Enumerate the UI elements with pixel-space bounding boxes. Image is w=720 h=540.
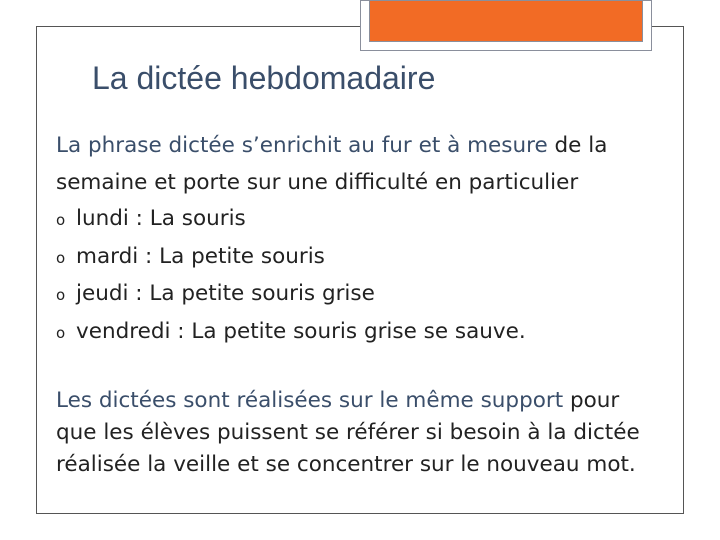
list-item <box>56 201 662 239</box>
support-paragraph <box>56 385 662 481</box>
list-item-text: mardi : La petite souris <box>76 243 325 269</box>
intro-paragraph <box>56 128 662 201</box>
day-list <box>56 201 662 351</box>
support-highlight: Les dictées sont réalisées sur le même support <box>56 388 564 413</box>
list-item <box>56 239 662 277</box>
list-item <box>56 276 662 314</box>
bullet-icon: o <box>56 323 66 342</box>
decorative-tab <box>360 0 652 51</box>
slide-body <box>56 128 662 481</box>
intro-text: de la semaine et porte sur une difficulté en particulier <box>56 133 608 195</box>
list-item-text: vendredi : La petite souris grise se sauve. <box>76 318 526 344</box>
support-text: pour que les élèves puissent se référer si besoin à la dictée réalisée la veille et se concentrer sur le nouveau mot. <box>56 388 640 477</box>
bullet-icon: o <box>56 248 66 267</box>
list-item-text: lundi : La souris <box>76 206 246 231</box>
list-item <box>56 314 662 352</box>
list-item-text: jeudi : La petite souris grise <box>76 281 375 306</box>
bullet-icon: o <box>56 211 66 229</box>
bullet-icon: o <box>56 286 66 304</box>
slide-title: La dictée hebdomadaire <box>92 60 436 96</box>
intro-highlight: La phrase dictée s’enrichit au fur et à mesure <box>56 133 548 158</box>
orange-accent-block <box>369 1 643 42</box>
